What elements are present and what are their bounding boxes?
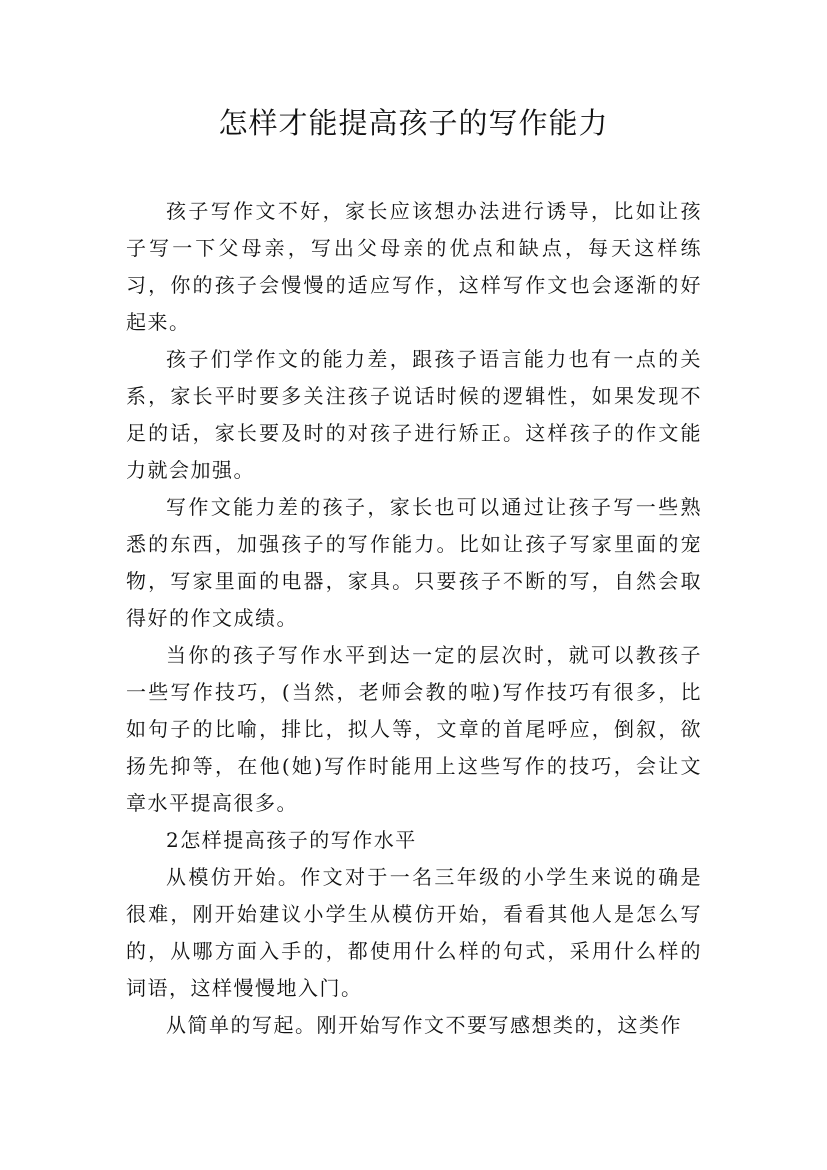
paragraph-6: 从简单的写起。刚开始写作文不要写感想类的，这类作: [166, 1013, 682, 1037]
document-body: [126, 193, 702, 1044]
document-title: 怎样才能提高孩子的写作能力: [218, 106, 609, 140]
paragraph-5: 从模仿开始。作文对于一名三年级的小学生来说的确是很难，刚开始建议小学生从模仿开始，看看其他人是怎么写的，从哪方面入手的，都使用什么样的句式，采用什么样的词语，这样慢慢地入门。: [126, 865, 702, 1000]
section-subheading: 2怎样提高孩子的写作水平: [166, 828, 417, 852]
paragraph-3: 写作文能力差的孩子，家长也可以通过让孩子写一些熟悉的东西，加强孩子的写作能力。比如让孩子写家里面的宠物，写家里面的电器，家具。只要孩子不断的写，自然会取得好的作文成绩。: [126, 495, 702, 630]
paragraph-2: 孩子们学作文的能力差，跟孩子语言能力也有一点的关系，家长平时要多关注孩子说话时候的逻辑性，如果发现不足的话，家长要及时的对孩子进行矫正。这样孩子的作文能力就会加强。: [126, 347, 702, 482]
paragraph-1: 孩子写作文不好，家长应该想办法进行诱导，比如让孩子写一下父母亲，写出父母亲的优点和缺点，每天这样练习，你的孩子会慢慢的适应写作，这样写作文也会逐渐的好起来。: [126, 199, 702, 334]
paragraph-4: 当你的孩子写作水平到达一定的层次时，就可以教孩子一些写作技巧，(当然，老师会教的啦)写作技巧有很多，比如句子的比喻，排比，拟人等，文章的首尾呼应，倒叙，欲扬先抑等，在他(她)写作时能用上这些写作的技巧，会让文章水平提高很多。: [126, 643, 702, 815]
